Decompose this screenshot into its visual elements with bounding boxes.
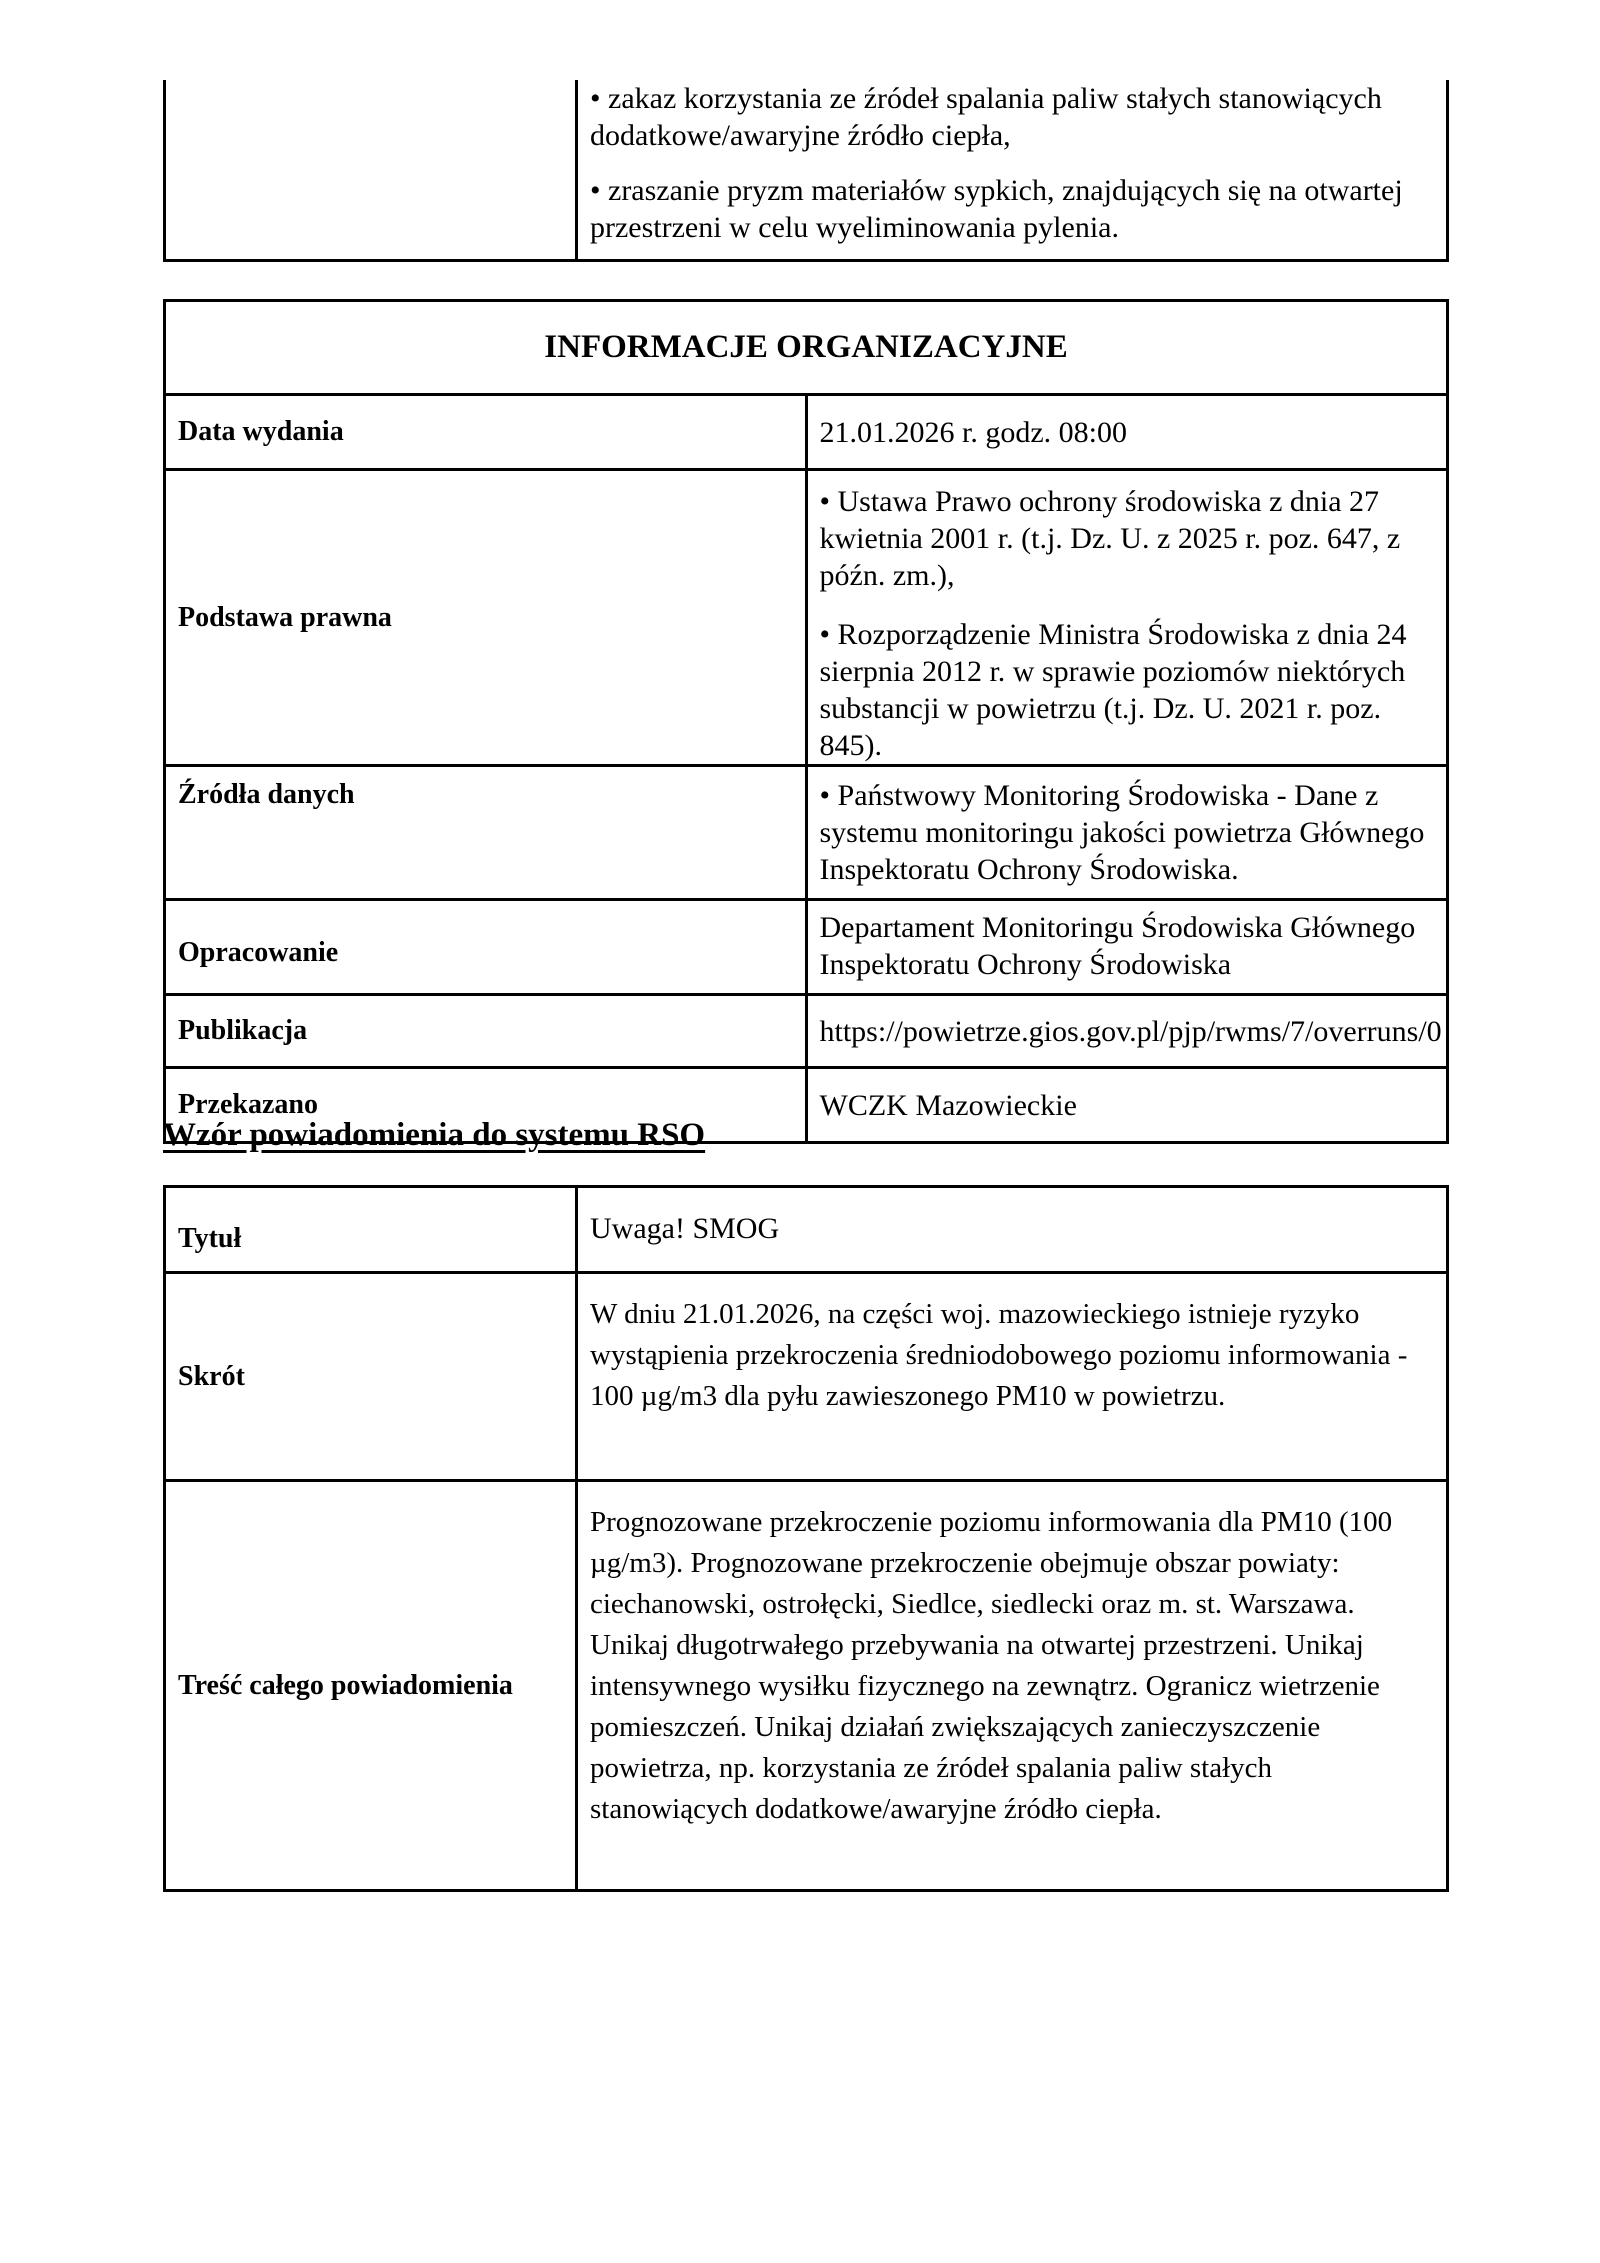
info-row-publication: [165, 995, 1448, 1068]
info-label-data-sources: Źródła danych: [165, 766, 807, 900]
rso-notification-table: [163, 1185, 1449, 1892]
rso-label-full-content: Treść całego powiadomienia: [165, 1481, 577, 1891]
info-label-date: Data wydania: [165, 395, 807, 470]
info-value-sent-to: WCZK Mazowieckie: [806, 1068, 1448, 1143]
info-label-publication: Publikacja: [165, 995, 807, 1068]
rso-label-summary: Skrót: [165, 1273, 577, 1481]
rso-value-full-content: Prognozowane przekroczenie poziomu informowania dla PM10 (100 µg/m3). Prognozowane przekroczenie obejmuje obszar powiaty: ciechanowski, ostrołęcki, Siedlce, siedlecki oraz m. st. Warszawa. Unikaj długotrwałego przebywania na otwartej przestrzeni. Unikaj intensywnego wysiłku fizycznego na zewnątrz. Ogranicz wietrzenie pomieszczeń. Unikaj działań zwiększających zanieczyszczenie powietrza, np. korzystania ze źródeł spalania paliw stałych stanowiących dodatkowe/awaryjne źródło ciepła.: [577, 1481, 1448, 1891]
info-row-prepared-by: [165, 900, 1448, 995]
continuation-item: • zakaz korzystania ze źródeł spalania paliw stałych stanowiących dodatkowe/awaryjne źródło ciepła,: [590, 82, 1382, 152]
rso-value-summary: W dniu 21.01.2026, na części woj. mazowieckiego istnieje ryzyko wystąpienia przekroczenia średniodobowego poziomu informowania - 100 µg/m3 dla pyłu zawieszonego PM10 w powietrzu.: [577, 1273, 1448, 1481]
rso-section-heading: Wzór powiadomienia do systemu RSO: [163, 1117, 706, 1153]
info-row-legal-basis: [165, 470, 1448, 766]
info-row-data-sources: [165, 766, 1448, 900]
legal-basis-item: • Rozporządzenie Ministra Środowiska z dnia 24 sierpnia 2012 r. w sprawie poziomów niektórych substancji w powietrzu (t.j. Dz. U. 2021 r. poz. 845).: [819, 618, 1407, 762]
info-value-date: 21.01.2026 r. godz. 08:00: [806, 395, 1448, 470]
continuation-label-cell: [165, 80, 577, 260]
legal-basis-item: • Ustawa Prawo ochrony środowiska z dnia 27 kwietnia 2001 r. (t.j. Dz. U. z 2025 r. poz. 647, z późn. zm.),: [819, 485, 1401, 592]
rso-row-full-content: [165, 1481, 1448, 1891]
info-value-legal-basis: [806, 470, 1448, 766]
info-row-date: [165, 395, 1448, 470]
rso-value-title: Uwaga! SMOG: [577, 1187, 1448, 1273]
info-label-prepared-by: Opracowanie: [165, 900, 807, 995]
recommendations-continuation-table: [163, 80, 1449, 262]
continuation-value-cell: [577, 80, 1448, 260]
info-label-legal-basis: Podstawa prawna: [165, 470, 807, 766]
info-value-prepared-by: Departament Monitoringu Środowiska Głównego Inspektoratu Ochrony Środowiska: [806, 900, 1448, 995]
info-label-sent-to: Przekazano: [165, 1068, 807, 1143]
info-value-data-sources: • Państwowy Monitoring Środowiska - Dane z systemu monitoringu jakości powietrza Głównego Inspektoratu Ochrony Środowiska.: [806, 766, 1448, 900]
publication-link[interactable]: https://powietrze.gios.gov.pl/pjp/rwms/7/overruns/0: [806, 995, 1448, 1068]
organizational-info-table: [163, 299, 1449, 1144]
rso-row-summary: [165, 1273, 1448, 1481]
organizational-info-heading: INFORMACJE ORGANIZACYJNE: [165, 301, 1448, 395]
continuation-item: • zraszanie pryzm materiałów sypkich, znajdujących się na otwartej przestrzeni w celu wyeliminowania pylenia.: [590, 174, 1403, 244]
rso-row-title: [165, 1187, 1448, 1273]
rso-label-title: Tytuł: [165, 1187, 577, 1273]
